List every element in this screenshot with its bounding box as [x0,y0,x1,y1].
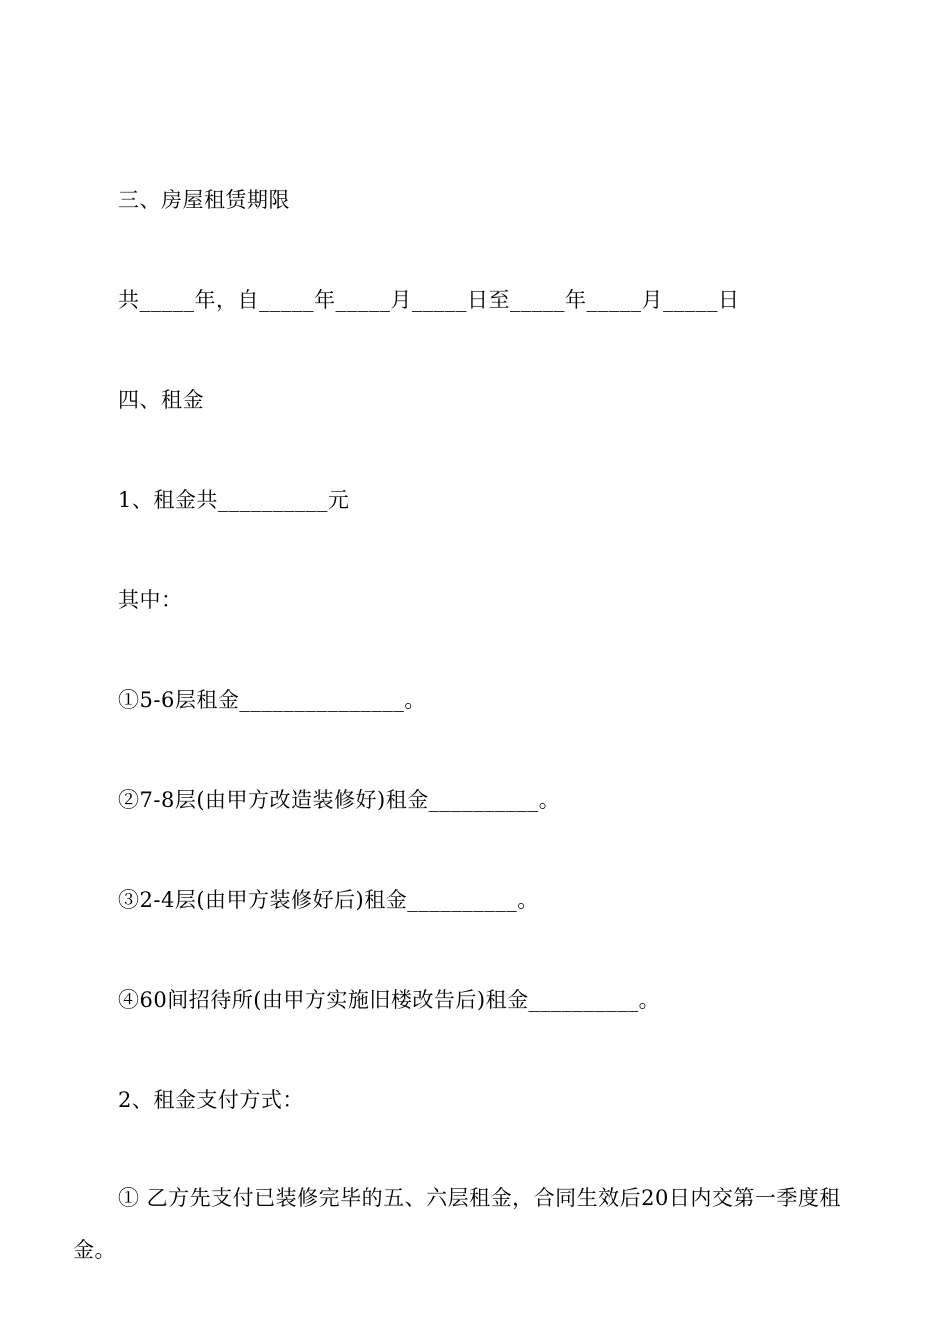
rent-item-floors-2-4: ③2-4层(由甲方装修好后)租金__________。 [118,888,539,912]
payment-method-heading: 2、租金支付方式： [118,1088,304,1112]
lease-term-line: 共_____年，自_____年_____月_____日至_____年_____月_____日 [118,288,740,312]
rent-item-guesthouse: ④60间招待所(由甲方实施旧楼改告后)租金__________。 [118,988,661,1012]
payment-clause-line-1: ① 乙方先支付已装修完毕的五、六层租金，合同生效后20日内交第一季度租 [118,1186,841,1210]
section-heading-lease-term: 三、房屋租赁期限 [118,188,290,212]
breakdown-label: 其中： [118,588,183,612]
total-rent-line: 1、租金共__________元 [118,488,350,512]
payment-clause-line-2: 金。 [73,1238,116,1262]
rent-item-floors-5-6: ①5-6层租金_______________。 [118,688,426,712]
rent-item-floors-7-8: ②7-8层(由甲方改造装修好)租金__________。 [118,788,561,812]
section-heading-rent: 四、租金 [118,388,204,412]
